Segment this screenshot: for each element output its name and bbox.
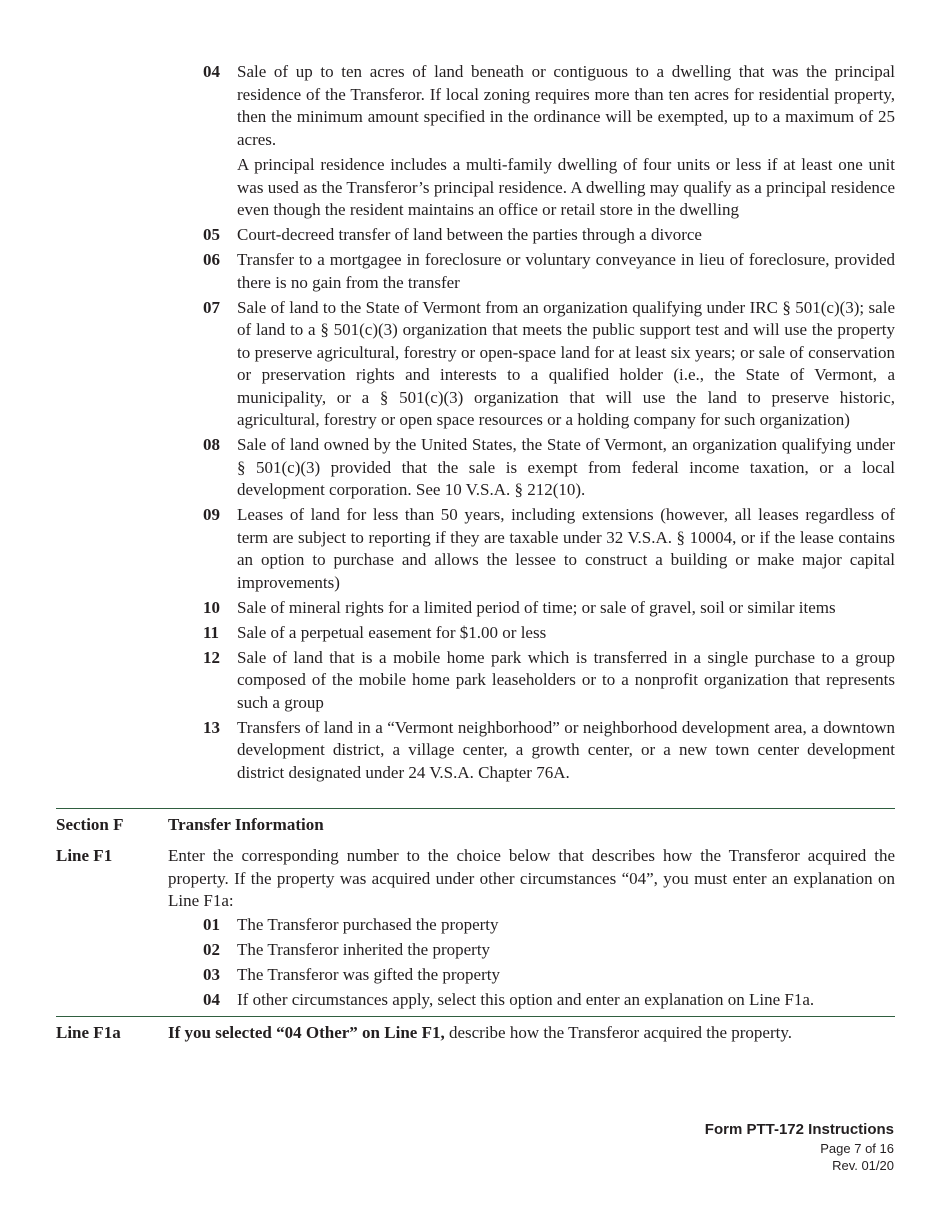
item-text — [237, 249, 895, 294]
item-paragraph: Transfers of land in a “Vermont neighborhood” or neighborhood development area, a downtown development district, a village center, a growth center, or a new town center development district designated under 24 V.S.A. Chapter 76A. — [237, 717, 895, 782]
exemption-item-11 — [203, 622, 895, 645]
line-label: Line F1a — [56, 1023, 121, 1042]
item-paragraph: Transfer to a mortgagee in foreclosure or voluntary conveyance in lieu of foreclosure, provided there is no gain from the transfer — [237, 250, 895, 292]
item-number: 12 — [203, 647, 220, 667]
item-number: 05 — [203, 225, 220, 244]
item-number: 09 — [203, 505, 220, 524]
item-paragraph: Sale of land owned by the United States, the State of Vermont, an organization qualifying under § 501(c)(3) provided that the sale is exempt from federal income taxation, or a local development corporation. See 10 V.S.A. § 212(10). — [237, 435, 895, 499]
item-text — [237, 504, 895, 594]
page-footer — [705, 1120, 894, 1174]
option-text: The Transferor was gifted the property — [237, 965, 500, 984]
item-paragraph: Sale of a perpetual easement for $1.00 or less — [237, 622, 547, 642]
section-f-header — [56, 814, 895, 837]
exemption-item-05 — [203, 224, 895, 247]
exemption-item-09 — [203, 504, 895, 594]
exemption-item-12 — [203, 647, 895, 715]
option-number: 03 — [203, 965, 220, 984]
exemption-item-10 — [203, 597, 895, 620]
line-label: Line F1 — [56, 846, 113, 865]
exemption-item-04 — [203, 61, 895, 222]
line-f1a — [56, 1022, 895, 1045]
item-number: 04 — [203, 62, 220, 81]
line-instruction-bold: If you selected “04 Other” on Line F1, — [168, 1023, 445, 1042]
section-label: Section F — [56, 815, 124, 834]
exemption-list — [203, 61, 895, 787]
section-divider — [56, 808, 895, 809]
item-number: 13 — [203, 717, 220, 737]
item-number: 07 — [203, 297, 220, 317]
option-number: 04 — [203, 990, 220, 1009]
item-paragraph: Sale of land that is a mobile home park which is transferred in a single purchase to a group composed of the mobile home park leaseholders or to a nonprofit organization that represents such a group — [237, 647, 895, 712]
item-paragraph: A principal residence includes a multi-family dwelling of four units or less if at least one unit was used as the Transferor’s principal residence. A dwelling may qualify as a principal residence even though the resident maintains an office or retail store in the dwelling — [237, 155, 895, 219]
item-number: 08 — [203, 435, 220, 454]
item-text — [237, 717, 895, 785]
item-text — [237, 647, 895, 715]
item-paragraph: Sale of up to ten acres of land beneath or contiguous to a dwelling that was the principal residence of the Transferor. If local zoning requires more than ten acres for residential property, then the minimum amount specified in the ordinance will be exempted, up to a maximum of 25 acres. — [237, 62, 895, 149]
exemption-item-08 — [203, 434, 895, 502]
item-text — [237, 622, 895, 645]
item-number: 11 — [203, 622, 220, 642]
revision-date: Rev. 01/20 — [832, 1158, 894, 1173]
line-description: Enter the corresponding number to the choice below that describes how the Transferor acquired the property. If the property was acquired under other circumstances “04”, you must enter an explanation on Line F1a: — [168, 846, 895, 910]
option-text: The Transferor inherited the property — [237, 940, 491, 959]
item-paragraph: Sale of mineral rights for a limited period of time; or sale of gravel, soil or similar items — [237, 597, 836, 617]
option-text: The Transferor purchased the property — [237, 915, 499, 934]
item-paragraph: Leases of land for less than 50 years, including extensions (however, all leases regardless of term are subject to reporting if they are taxable under 32 V.S.A. § 10004, or if the lease contains an option to purchase and allows the lessee to construct a building or make major capital improvements) — [237, 505, 895, 592]
option-number: 01 — [203, 915, 220, 934]
line-description — [168, 1022, 895, 1045]
item-paragraph: Court-decreed transfer of land between the parties through a divorce — [237, 225, 702, 244]
item-text — [237, 224, 895, 247]
section-divider — [56, 1016, 895, 1017]
item-number: 06 — [203, 250, 220, 269]
item-number: 10 — [203, 597, 220, 617]
option-item-04 — [203, 989, 895, 1012]
item-text — [237, 297, 895, 432]
option-text: If other circumstances apply, select this option and enter an explanation on Line F1a. — [237, 990, 815, 1009]
exemption-item-13 — [203, 717, 895, 785]
option-item-02 — [203, 939, 895, 962]
page-number: Page 7 of 16 — [820, 1141, 894, 1156]
option-number: 02 — [203, 940, 220, 959]
option-item-01 — [203, 914, 895, 937]
item-text — [237, 434, 895, 502]
exemption-item-07 — [203, 297, 895, 432]
item-text — [237, 597, 895, 620]
exemption-item-06 — [203, 249, 895, 294]
item-text — [237, 61, 895, 222]
section-title: Transfer Information — [168, 815, 324, 834]
item-paragraph: Sale of land to the State of Vermont from an organization qualifying under IRC § 501(c)(3); sale of land to a § 501(c)(3) organization that meets the public support test and will use the property to preserve agricultural, forestry or open-space land for at least six years; or sale of conservation or preservation rights and interests to a qualified holder (i.e., the State of Vermont, a municipality, or a § 501(c)(3) organization that will use the land to preserve historic, agricultural, forestry or open space resources or a holding company for such organization) — [237, 297, 895, 429]
option-item-03 — [203, 964, 895, 987]
line-instruction-text: describe how the Transferor acquired the property. — [444, 1023, 792, 1042]
line-f1 — [56, 845, 895, 913]
form-title: Form PTT-172 Instructions — [704, 1121, 894, 1138]
acquisition-options — [203, 914, 895, 1014]
